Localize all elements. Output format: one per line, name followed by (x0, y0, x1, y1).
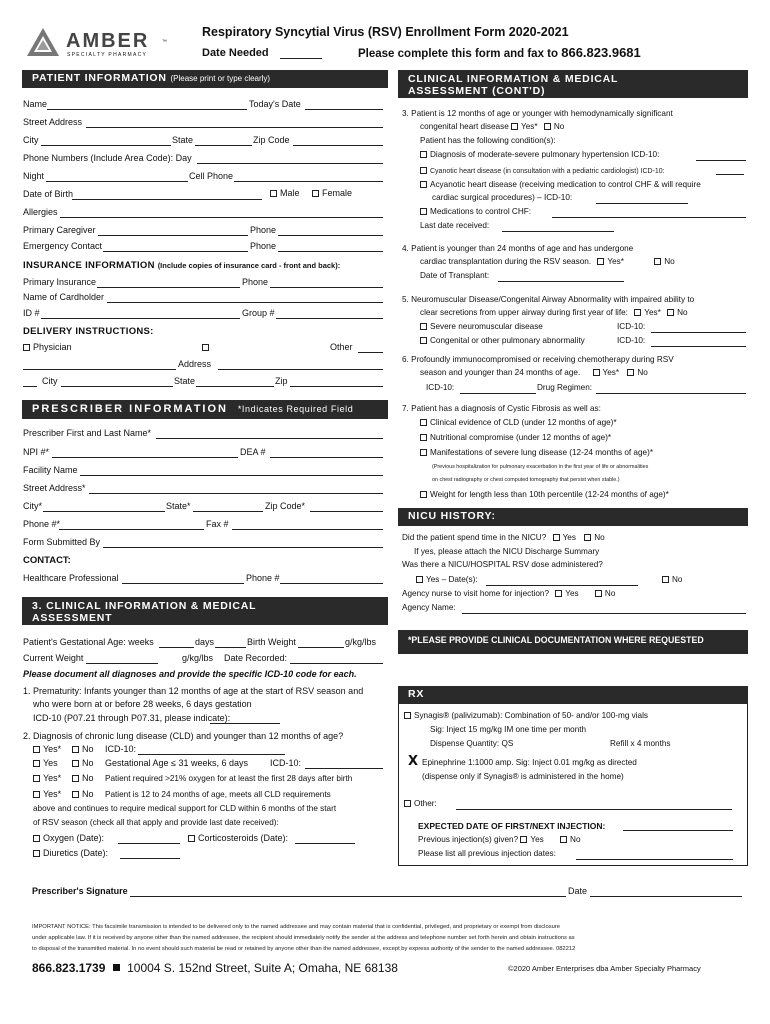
emergency-label: Emergency Contact (23, 241, 103, 251)
prescriber-fax-field[interactable] (232, 529, 383, 530)
q3-text: 3. Patient is 12 months of age or younger with hemodynamically significant (402, 109, 673, 118)
cardholder-field[interactable] (107, 302, 383, 303)
q6-text: 6. Profoundly immunocompromised or receiving chemotherapy during RSV (402, 355, 674, 364)
facility-label: Facility Name (23, 465, 78, 475)
emergency-field[interactable] (103, 251, 248, 252)
q3-last-date-field[interactable] (502, 231, 614, 232)
prescriber-name-field[interactable] (156, 438, 383, 439)
gest31-yes[interactable]: Yes (33, 759, 58, 768)
allergies-field[interactable] (60, 217, 383, 218)
legal-notice-3: to disposal of the transmitted material. In no event should such material be read or retained by anyone other than the named addressee, except by express authority of the sender to the named addressee. 082212 (32, 946, 576, 952)
rx-other-field[interactable] (456, 809, 732, 810)
q3-cyanotic-checkbox[interactable] (420, 167, 427, 174)
id-label: ID # (23, 308, 40, 318)
prev-injection: Previous injection(s) given? Yes No (418, 835, 581, 844)
epinephrine-text-2: (dispense only if Synagis® is administered in the home) (422, 772, 624, 781)
gest31-icd-label: ICD-10: (270, 758, 302, 768)
q3-cyanotic-icd-field[interactable] (716, 174, 744, 175)
cld24-text: Patient is 12 to 24 months of age, meets all CLD requirements (105, 790, 331, 799)
delivery-city-field[interactable] (61, 386, 173, 387)
q6-yes-checkbox[interactable] (593, 369, 600, 376)
synagis-option[interactable]: Synagis® (palivizumab): Combination of 50- and/or 100-mg vials (404, 712, 648, 720)
nicu-yes-checkbox[interactable] (553, 534, 560, 541)
current-weight-unit: g/kg/lbs (182, 653, 214, 663)
dob-label: Date of Birth (23, 189, 74, 199)
nicu-no-checkbox[interactable] (584, 534, 591, 541)
q4-transplant-field[interactable] (498, 281, 624, 282)
emergency-phone-field[interactable] (278, 251, 383, 252)
synagis-checkbox[interactable] (404, 712, 411, 719)
night-field[interactable] (46, 181, 188, 182)
cld24-text-3: of RSV season (check all that apply and provide last date received): (33, 818, 279, 827)
insurance-phone-label: Phone (242, 277, 269, 287)
cld24-yes[interactable]: Yes* (33, 790, 61, 799)
night-label: Night (23, 171, 45, 181)
delivery-state-field[interactable] (196, 386, 274, 387)
logo-sub: SPECIALTY PHARMACY (67, 52, 148, 58)
q3-yes-checkbox[interactable] (511, 123, 518, 130)
gest31-yes-checkbox[interactable] (33, 760, 40, 767)
q3-pulm-checkbox[interactable] (420, 151, 427, 158)
logo-brand: AMBER (66, 30, 150, 52)
q7-note-2: on chest radiography or chest computed tomography that persist when stable.) (432, 477, 620, 483)
oxygen-date-field[interactable] (118, 843, 180, 844)
clinical-cont-heading: CLINICAL INFORMATION & MEDICAL ASSESSMENT (CONT'D) (398, 70, 748, 98)
facility-field[interactable] (80, 475, 383, 476)
q5-neuromuscular-checkbox[interactable] (420, 323, 427, 330)
cortico-option[interactable]: Corticosteroids (Date): (188, 834, 288, 843)
legal-notice-1: IMPORTANT NOTICE: This facsimile transmission is intended to be delivered only to the named addressee and may contain material that is confidential, privileged, and proprietary or exempt from disclosure (32, 924, 560, 930)
q3-acyanotic-2: cardiac surgical procedures) – ICD-10: (432, 193, 573, 202)
cld-text: 2. Diagnosis of chronic lung disease (CLD) and younger than 12 months of age? (23, 731, 344, 741)
street-label: Street Address (23, 117, 83, 127)
cardholder-label: Name of Cardholder (23, 292, 105, 302)
rx-other-option[interactable]: Other: (404, 800, 437, 808)
physician-option[interactable]: Physician (23, 343, 72, 352)
rx-heading: RX (398, 686, 748, 704)
agency-yes-checkbox[interactable] (555, 590, 562, 597)
oxygen-yes[interactable]: Yes* (33, 774, 61, 783)
signature-date-field[interactable] (590, 896, 742, 897)
q3-pulm-icd-field[interactable] (696, 160, 746, 161)
prescriber-state-field[interactable] (193, 511, 263, 512)
patient-name-label: Name (23, 99, 48, 109)
street-field[interactable] (86, 127, 383, 128)
hcp-field[interactable] (122, 583, 244, 584)
expected-date-field[interactable] (623, 830, 733, 831)
delivery-checkbox[interactable] (202, 343, 212, 352)
expected-date-label: EXPECTED DATE OF FIRST/NEXT INJECTION: (418, 821, 606, 831)
cell-label: Cell Phone (189, 171, 234, 181)
female-option[interactable]: Female (312, 189, 352, 198)
q5-congenital-checkbox[interactable] (420, 337, 427, 344)
oxygen-no-checkbox[interactable] (72, 775, 79, 782)
cld24-yes-checkbox[interactable] (33, 791, 40, 798)
gest31-no-checkbox[interactable] (72, 760, 79, 767)
nicu-dose-no-checkbox[interactable] (662, 576, 669, 583)
oxygen-text: Patient required >21% oxygen for at least the first 28 days after birth (105, 774, 353, 783)
cld-icd-field[interactable] (138, 754, 285, 755)
q6-regimen-label: Drug Regimen: (537, 383, 593, 392)
oxygen-date-checkbox[interactable] (33, 835, 40, 842)
q7-text: 7. Patient has a diagnosis of Cystic Fibrosis as well as: (402, 404, 601, 413)
nicu-dose-yes-checkbox[interactable] (416, 576, 423, 583)
q4-text: 4. Patient is younger than 24 months of age and has undergone (402, 244, 634, 253)
insurance-heading: INSURANCE INFORMATION (Include copies of insurance card - front and back): (23, 260, 341, 271)
signature-label: Prescriber's Signature (32, 886, 128, 896)
nicu-q2: Was there a NICU/HOSPITAL RSV dose administered? (402, 560, 603, 569)
male-checkbox[interactable] (270, 190, 277, 197)
primary-insurance-label: Primary Insurance (23, 277, 97, 287)
q3-pulm-hypertension[interactable]: Diagnosis of moderate-severe pulmonary hypertension ICD-10: (420, 151, 659, 159)
q3-medications-checkbox[interactable] (420, 208, 427, 215)
caregiver-phone-field[interactable] (278, 235, 383, 236)
birth-weight-label: Birth Weight (247, 637, 296, 647)
q7-weight[interactable]: Weight for length less than 10th percentile (12-24 months of age)* (420, 491, 669, 499)
doc-note: Please document all diagnoses and provide the specific ICD-10 code for each. (23, 669, 357, 679)
submitted-by-field[interactable] (103, 547, 383, 548)
synagis-qty: Dispense Quantity: QS (430, 739, 514, 748)
zip-field[interactable] (293, 145, 383, 146)
state-field[interactable] (195, 145, 252, 146)
cld24-no[interactable]: No (72, 790, 94, 799)
q5-icd-label-2: ICD-10: (617, 336, 646, 345)
cortico-checkbox[interactable] (188, 835, 195, 842)
q3-acyanotic[interactable]: Acyanotic heart disease (receiving medication to control CHF & will require (420, 181, 701, 189)
prescriber-name-label: Prescriber First and Last Name* (23, 428, 152, 438)
prev-no-checkbox[interactable] (560, 836, 567, 843)
delivery-zip-field[interactable] (290, 386, 383, 387)
logo (26, 26, 176, 62)
q3-acyanotic-icd-field[interactable] (596, 203, 688, 204)
city-label: City (23, 135, 39, 145)
prev-dates-field[interactable] (576, 859, 733, 860)
date-needed-label: Date Needed (202, 47, 269, 59)
todays-date-field[interactable] (305, 109, 383, 110)
npi-field[interactable] (52, 457, 238, 458)
phone-day-label: Phone Numbers (Include Area Code): Day (23, 153, 192, 163)
hcp-phone-field[interactable] (280, 583, 383, 584)
bullet-icon (113, 964, 120, 971)
id-field[interactable] (41, 318, 240, 319)
state-label: State (172, 135, 194, 145)
date-needed-field[interactable] (280, 58, 322, 59)
clinical-heading: 3. CLINICAL INFORMATION & MEDICAL ASSESSMENT (22, 597, 388, 625)
q5-text: 5. Neuromuscular Disease/Congenital Airway Abnormality with impaired ability to (402, 295, 695, 304)
delivery-zip-label: Zip (275, 376, 288, 386)
nicu-yes-date[interactable]: Yes – Date(s): (416, 576, 478, 584)
prev-yes-checkbox[interactable] (520, 836, 527, 843)
q3-last-date: Last date received: (420, 221, 490, 230)
q6-icd-label: ICD-10: (426, 383, 455, 392)
patient-info-heading: PATIENT INFORMATION (Please print or type clearly) (22, 70, 388, 88)
gest-weeks-field[interactable] (159, 647, 194, 648)
phone-day-field[interactable] (197, 163, 383, 164)
delivery-state-label: State (174, 376, 196, 386)
delivery-other-field[interactable] (358, 352, 383, 353)
footer-address: 10004 S. 152nd Street, Suite A; Omaha, NE 68138 (127, 961, 398, 975)
form-title: Respiratory Syncytial Virus (RSV) Enrollment Form 2020-2021 (202, 25, 569, 39)
hcp-phone-label: Phone # (246, 573, 280, 583)
rx-other-checkbox[interactable] (404, 800, 411, 807)
prescriber-fax-label: Fax # (206, 519, 229, 529)
q7-lung-checkbox[interactable] (420, 449, 427, 456)
date-recorded-label: Date Recorded: (224, 653, 288, 663)
current-weight-label: Current Weight (23, 653, 84, 663)
prescriber-state-label: State* (166, 501, 191, 511)
cell-field[interactable] (234, 181, 383, 182)
q7-lung[interactable]: Manifestations of severe lung disease (12-24 months of age)* (420, 449, 653, 457)
delivery-heading: DELIVERY INSTRUCTIONS: (23, 326, 154, 337)
oxygen-yes-checkbox[interactable] (33, 775, 40, 782)
prematurity-text-2: who were born at or before 28 weeks, 6 days gestation (33, 699, 252, 709)
nicu-no2[interactable]: No (662, 576, 682, 584)
gest31-text: Gestational Age ≤ 31 weeks, 6 days (105, 758, 249, 768)
prescriber-city-label: City* (23, 501, 43, 511)
q4-transplant-date: Date of Transplant: (420, 271, 490, 280)
epinephrine-checkbox[interactable]: X (408, 754, 419, 769)
emergency-phone-label: Phone (250, 241, 277, 251)
agency-name-field[interactable] (462, 613, 746, 614)
q3-acyanotic-checkbox[interactable] (420, 181, 427, 188)
prescriber-street-label: Street Address* (23, 483, 86, 493)
dea-label: DEA # (240, 447, 266, 457)
male-option[interactable]: Male (270, 189, 300, 198)
todays-date-label: Today's Date (249, 99, 301, 109)
diuretics-checkbox[interactable] (33, 850, 40, 857)
gestational-age-label: Patient's Gestational Age: weeks (23, 637, 154, 647)
cld-yes[interactable]: Yes* (33, 745, 61, 754)
prematurity-icd: ICD-10 (P07.21 through P07.31, please indicate): (33, 713, 231, 723)
current-weight-field[interactable] (86, 663, 158, 664)
q3-no-checkbox[interactable] (544, 123, 551, 130)
q5-icd-label: ICD-10: (617, 322, 646, 331)
nicu-q1b: If yes, please attach the NICU Discharge Summary (414, 547, 600, 556)
delivery-line-field[interactable] (23, 369, 176, 370)
zip-label: Zip Code (253, 135, 290, 145)
delivery-prefix-field[interactable] (23, 386, 37, 387)
nicu-date-field[interactable] (486, 585, 638, 586)
q7-note: (Previous hospitalization for pulmonary exacerbation in the first year of life or abnormalities (432, 464, 649, 470)
diuretics-date-field[interactable] (120, 858, 180, 859)
prescriber-street-field[interactable] (89, 493, 383, 494)
q4-text-2: cardiac transplantation during the RSV season. Yes* No (420, 257, 675, 266)
cortico-date-field[interactable] (295, 843, 355, 844)
insurance-phone-field[interactable] (270, 287, 383, 288)
city-field[interactable] (41, 145, 171, 146)
signature-field[interactable] (130, 896, 566, 897)
q5-yes-checkbox[interactable] (634, 309, 641, 316)
contact-heading: CONTACT: (23, 555, 71, 566)
birth-weight-field[interactable] (298, 647, 344, 648)
q3-text-2: congenital heart disease Yes* No (420, 122, 565, 131)
female-checkbox[interactable] (312, 190, 319, 197)
npi-label: NPI #* (23, 447, 50, 457)
cld24-no-checkbox[interactable] (72, 791, 79, 798)
q6-regimen-field[interactable] (596, 393, 746, 394)
caregiver-label: Primary Caregiver (23, 225, 96, 235)
amber-logo-icon (26, 26, 60, 60)
days-label: days (195, 637, 215, 647)
prescriber-zip-label: Zip Code* (265, 501, 306, 511)
gest31-icd-field[interactable] (305, 768, 383, 769)
q5-icd-field[interactable] (651, 332, 746, 333)
q4-yes-checkbox[interactable] (597, 258, 604, 265)
allergies-label: Allergies (23, 207, 58, 217)
prematurity-text: 1. Prematurity: Infants younger than 12 months of age at the start of RSV season and (23, 686, 364, 696)
oxygen-no[interactable]: No (72, 774, 94, 783)
prescriber-phone-field[interactable] (59, 529, 204, 530)
delivery-address-label: Address (178, 359, 212, 369)
prescriber-city-field[interactable] (43, 511, 165, 512)
footer-phone: 866.823.1739 (32, 961, 106, 975)
group-label: Group # (242, 308, 275, 318)
cld-no-checkbox[interactable] (72, 746, 79, 753)
prescriber-phone-label: Phone #* (23, 519, 61, 529)
q7-clinical-checkbox[interactable] (420, 419, 427, 426)
delivery-city-label: City (42, 376, 58, 386)
q3-cyanotic[interactable]: Cyanotic heart disease (in consultation with a pediatric cardiologist) ICD-10: (420, 167, 665, 175)
synagis-sig: Sig: Inject 15 mg/kg IM one time per month (430, 725, 587, 734)
signature-date-label: Date (568, 886, 588, 896)
q5-neuromuscular[interactable]: Severe neuromuscular disease (420, 323, 543, 331)
nicu-heading: NICU HISTORY: (398, 508, 748, 526)
submitted-by-label: Form Submitted By (23, 537, 101, 547)
gest31-no[interactable]: No (72, 759, 94, 768)
agency-no-checkbox[interactable] (595, 590, 602, 597)
prev-dates-label: Please list all previous injection dates: (418, 849, 556, 858)
group-field[interactable] (276, 318, 383, 319)
q7-clinical[interactable]: Clinical evidence of CLD (under 12 months of age)* (420, 419, 617, 427)
legal-notice-2: under applicable law. If it is received by anyone other than the named addressee, the recipient should immediately notify the sender at the address and telephone number set forth herein and obtain instructions as (32, 935, 575, 941)
q6-text-2: season and younger than 24 months of age. Yes* No (420, 368, 648, 377)
date-recorded-field[interactable] (290, 663, 383, 664)
birth-weight-unit: g/kg/lbs (345, 637, 377, 647)
prematurity-icd-field[interactable] (210, 723, 280, 724)
patient-name-field[interactable] (47, 109, 247, 110)
delivery-other-label: Other (330, 342, 353, 352)
nicu-q3: Agency nurse to visit home for injection? Yes No (402, 589, 616, 598)
q3-medications-field[interactable] (552, 217, 746, 218)
q7-nutrition-checkbox[interactable] (420, 434, 427, 441)
physician-checkbox[interactable] (23, 344, 30, 351)
epinephrine-text: Epinephrine 1:1000 amp. Sig: Inject 0.01 mg/kg as directed (422, 758, 637, 767)
footer-contact (32, 962, 398, 974)
agency-name-label: Agency Name: (402, 603, 456, 612)
logo-tm: ™ (162, 39, 167, 45)
cld-no[interactable]: No (72, 745, 94, 754)
q5-icd-field-2[interactable] (651, 346, 746, 347)
cld-yes-checkbox[interactable] (33, 746, 40, 753)
q5-congenital[interactable]: Congenital or other pulmonary abnormality (420, 337, 585, 345)
q3-medications[interactable]: Medications to control CHF: (420, 208, 531, 216)
cld-icd-label: ICD-10: (105, 744, 137, 754)
q4-no-checkbox[interactable] (654, 258, 661, 265)
synagis-refill: Refill x 4 months (610, 739, 671, 748)
delivery-address-field[interactable] (218, 369, 383, 370)
prescriber-heading: PRESCRIBER INFORMATION *Indicates Required Field (22, 400, 388, 419)
dob-field[interactable] (72, 199, 262, 200)
q5-text-2: clear secretions from upper airway during first year of life: Yes* No (420, 308, 688, 317)
footer-copyright: ©2020 Amber Enterprises dba Amber Specialty Pharmacy (508, 964, 701, 973)
q7-weight-checkbox[interactable] (420, 491, 427, 498)
q3-conditions: Patient has the following condition(s): (420, 136, 556, 145)
cld24-text-2: above and continues to require medical support for CLD within 6 months of the start (33, 804, 337, 813)
fax-instruction: Please complete this form and fax to 866.823.9681 (358, 45, 641, 60)
caregiver-field[interactable] (98, 235, 248, 236)
oxygen-date-option[interactable]: Oxygen (Date): (33, 834, 104, 843)
dea-field[interactable] (270, 457, 383, 458)
caregiver-phone-label: Phone (250, 225, 277, 235)
primary-insurance-field[interactable] (97, 287, 240, 288)
q7-nutrition[interactable]: Nutritional compromise (under 12 months of age)* (420, 434, 611, 442)
gest-days-field[interactable] (215, 647, 246, 648)
nicu-q1: Did the patient spend time in the NICU? Yes No (402, 533, 605, 542)
diuretics-option[interactable]: Diuretics (Date): (33, 849, 108, 858)
q5-no-checkbox[interactable] (667, 309, 674, 316)
clinical-doc-notice: *PLEASE PROVIDE CLINICAL DOCUMENTATION WHERE REQUESTED (398, 630, 748, 654)
hcp-label: Healthcare Professional (23, 573, 119, 583)
prescriber-zip-field[interactable] (310, 511, 383, 512)
q6-no-checkbox[interactable] (627, 369, 634, 376)
q6-icd-field[interactable] (460, 393, 536, 394)
